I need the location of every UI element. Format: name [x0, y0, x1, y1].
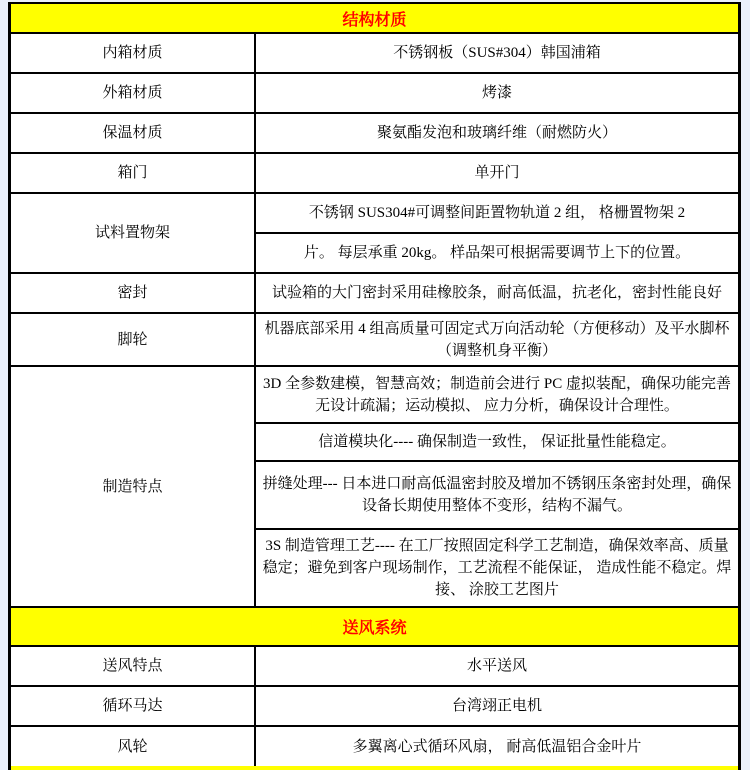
- row-label-text: 送风特点: [102, 658, 163, 674]
- row-value-text: 片。 每层承重 20kg。 样品架可根据需要调节上下的位置。: [303, 245, 691, 261]
- row-label-text: 风轮: [117, 738, 148, 755]
- table-row-manufacturing-features: [11, 367, 738, 608]
- row-value-sub: [256, 530, 738, 606]
- section-header-air-supply-system: [11, 608, 738, 647]
- next-section-header-partial: [8, 766, 741, 770]
- row-value: [256, 114, 738, 152]
- row-value: [256, 687, 738, 725]
- table-row-circulation-motor: [11, 687, 738, 727]
- row-label: [11, 687, 256, 725]
- table-row-casters: [11, 314, 738, 367]
- row-value-stack: [256, 367, 738, 606]
- section-title: 结构材质: [342, 11, 407, 29]
- row-value-sub: [256, 424, 738, 462]
- row-value-text: 聚氨酯发泡和玻璃纤维（耐燃防火）: [376, 125, 617, 141]
- row-value: [256, 727, 738, 766]
- row-value: [256, 154, 738, 192]
- row-value-text: 烤漆: [481, 85, 512, 101]
- row-value-text: 3D 全参数建模，智慧高效；制造前会进行 PC 虚拟装配，确保功能完善无设计疏漏；运动模拟、 应力分析，确保设计合理性。: [263, 375, 731, 414]
- row-value-text: 试验箱的大门密封采用硅橡胶条，耐高低温，抗老化，密封性能良好: [271, 285, 722, 301]
- table-row-sample-shelf: [11, 194, 738, 274]
- section-header-structure-materials: [11, 4, 738, 34]
- row-label-text: 密封: [117, 285, 148, 301]
- table-row-fan-wheel: [11, 727, 738, 768]
- row-label: [11, 194, 256, 272]
- row-label-text: 试料置物架: [94, 225, 170, 241]
- row-value-sub: [256, 234, 738, 272]
- table-row-air-supply-feature: [11, 647, 738, 687]
- row-label-text: 内箱材质: [102, 45, 163, 61]
- row-value-text: 拼缝处理--- 日本进口耐高低温密封胶及增加不锈钢压条密封处理，确保设备长期使用整体不变形，结构不漏气。: [262, 476, 732, 514]
- row-label: [11, 114, 256, 152]
- row-value-text: 信道模块化---- 确保制造一致性， 保证批量性能稳定。: [318, 434, 676, 450]
- row-label-text: 保温材质: [102, 125, 163, 141]
- row-label-text: 脚轮: [117, 331, 148, 348]
- row-value-text: 水平送风: [466, 658, 527, 674]
- row-label: [11, 727, 256, 766]
- row-value: [256, 74, 738, 112]
- row-label: [11, 367, 256, 606]
- row-label-text: 箱门: [117, 165, 148, 181]
- row-value-text: 3S 制造管理工艺---- 在工厂按照固定科学工艺制造，确保效率高、质量稳定；避免到客户现场制作，工艺流程不能保证， 造成性能不稳定。焊接、 涂胶工艺图片: [262, 538, 732, 598]
- section-title: 送风系统: [342, 620, 407, 637]
- row-value: [256, 647, 738, 685]
- row-label: [11, 74, 256, 112]
- row-value: [256, 314, 738, 365]
- row-value-sub: [256, 462, 738, 530]
- row-label: [11, 274, 256, 312]
- row-label-text: 外箱材质: [102, 85, 163, 101]
- row-value-stack: [256, 194, 738, 272]
- table-row-insulation-material: [11, 114, 738, 154]
- row-label: [11, 647, 256, 685]
- spec-table: [8, 2, 741, 768]
- row-label: [11, 34, 256, 72]
- row-value-sub: [256, 367, 738, 424]
- table-row-sealing: [11, 274, 738, 314]
- row-value-text: 机器底部采用 4 组高质量可固定式万向活动轮（方便移动）及平水脚杯（调整机身平衡）: [264, 320, 730, 359]
- row-value: [256, 274, 738, 312]
- row-value-sub: [256, 194, 738, 234]
- row-value-text: 不锈钢 SUS304#可调整间距置物轨道 2 组， 格栅置物架 2: [308, 205, 686, 221]
- table-row-box-door: [11, 154, 738, 194]
- row-label-text: 制造特点: [102, 478, 163, 495]
- row-label-text: 循环马达: [102, 698, 163, 714]
- table-row-outer-box-material: [11, 74, 738, 114]
- row-label: [11, 154, 256, 192]
- table-row-inner-box-material: [11, 34, 738, 74]
- row-value-text: 不锈钢板（SUS#304）韩国浦箱: [393, 45, 601, 61]
- row-value-text: 多翼离心式循环风扇， 耐高低温铝合金叶片: [352, 738, 642, 755]
- row-label: [11, 314, 256, 365]
- row-value: [256, 34, 738, 72]
- row-value-text: 台湾翊正电机: [451, 698, 542, 714]
- row-value-text: 单开门: [474, 165, 520, 181]
